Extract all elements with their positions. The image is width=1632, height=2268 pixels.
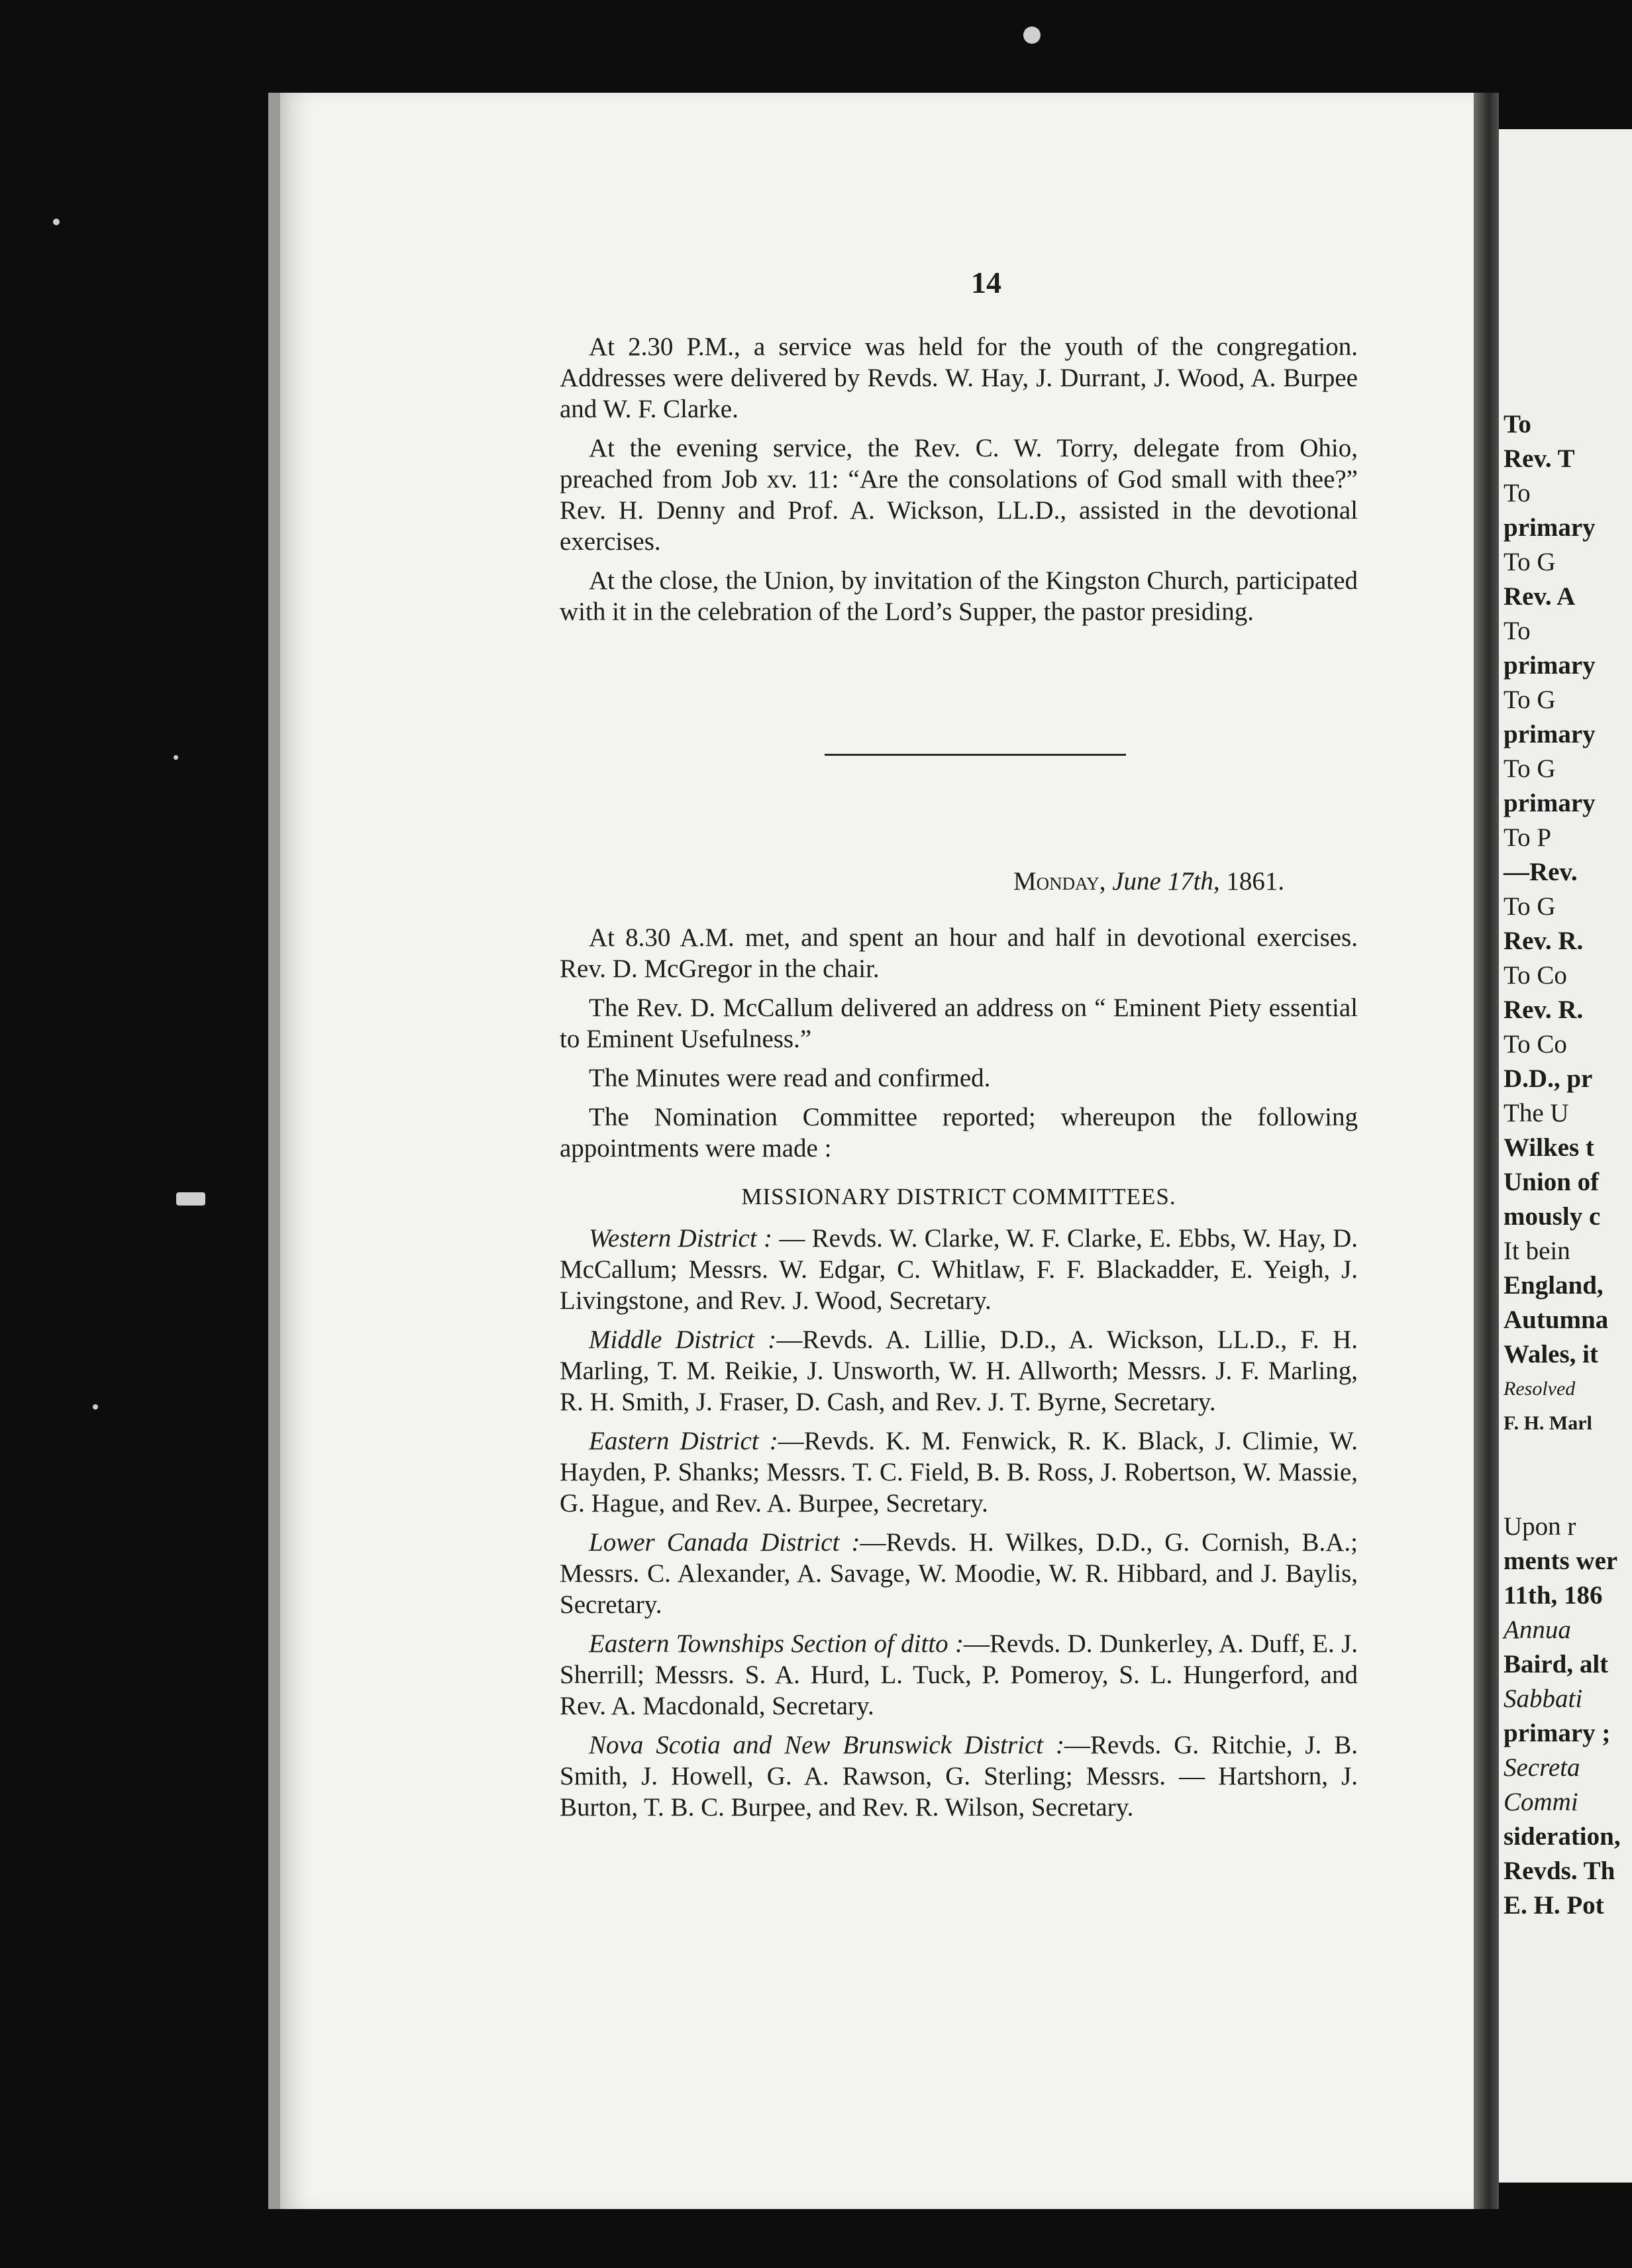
- fragment-line: To G: [1504, 548, 1556, 576]
- dateline: [1013, 866, 1284, 896]
- committee-entry: [560, 1628, 1358, 1722]
- district-name: Middle District :: [589, 1325, 777, 1354]
- fragment-line: Annua: [1504, 1616, 1571, 1644]
- fragment-line: The U: [1504, 1099, 1569, 1127]
- session-section: [560, 922, 1358, 1831]
- dust-speck: [53, 219, 60, 225]
- fragment-line: To Co: [1504, 961, 1567, 990]
- district-members: —Revds. H. Wilkes, D.D., G. Cornish, B.A.; Messrs. C. Alexander, A. Savage, W. Moodie, W. R. Hibbard, and J. Baylis, Secretary.: [560, 1528, 1358, 1619]
- fragment-line: sideration,: [1504, 1822, 1621, 1851]
- committee-entry: [560, 1729, 1358, 1823]
- fragment-line: Wilkes t: [1504, 1133, 1594, 1162]
- fragment-line: [1504, 1441, 1632, 1475]
- fragment-line: primary: [1504, 513, 1596, 542]
- paragraph: At the close, the Union, by invitation of the Kingston Church, participated with it in the celebration of the Lord’s Supper, the pastor presiding.: [560, 566, 1358, 626]
- committees-heading: MISSIONARY DISTRICT COMMITTEES.: [741, 1184, 1176, 1210]
- fragment-line: —Rev.: [1504, 858, 1578, 886]
- paragraph: The Rev. D. McCallum delivered an address on “ Eminent Piety essential to Eminent Usefulness.”: [560, 994, 1358, 1053]
- fragment-line: Rev. A: [1504, 582, 1576, 611]
- fragment-line: primary: [1504, 651, 1596, 680]
- fragment-line: Resolved: [1504, 1378, 1576, 1400]
- fragment-line: Rev. R.: [1504, 927, 1584, 955]
- opening-section: [560, 331, 1358, 635]
- fragment-line: 11th, 186: [1504, 1581, 1603, 1610]
- district-members: —Revds. G. Ritchie, J. B. Smith, J. Howell, G. A. Rawson, G. Sterling; Messrs. — Hartshorn, J. Burton, T. B. C. Burpee, and Rev. R. Wilson, Secretary.: [560, 1731, 1358, 1822]
- fragment-line: England,: [1504, 1271, 1604, 1300]
- fragment-line: primary: [1504, 789, 1596, 817]
- dust-speck: [176, 1192, 205, 1206]
- paragraph: At 8.30 A.M. met, and spent an hour and half in devotional exercises. Rev. D. McGregor in the chair.: [560, 923, 1358, 983]
- fragment-line: primary ;: [1504, 1719, 1611, 1747]
- fragment-line: To G: [1504, 892, 1556, 921]
- paragraph: At the evening service, the Rev. C. W. Torry, delegate from Ohio, preached from Job xv. 11: “Are the consolations of God small with thee?” Rev. H. Denny and Prof. A. Wickson, LL.D., assisted in the devotional exercises.: [560, 434, 1358, 556]
- district-name: Eastern District :: [589, 1427, 778, 1455]
- fragment-line: Union of: [1504, 1168, 1600, 1196]
- fragment-line: Sabbati: [1504, 1684, 1583, 1713]
- district-members: —Revds. D. Dunkerley, A. Duff, E. J. Sherrill; Messrs. S. A. Hurd, L. Tuck, P. Pomeroy, S. L. Hungerford, and Rev. A. Macdonald, Secretary.: [560, 1629, 1358, 1720]
- fragment-line: D.D., pr: [1504, 1064, 1593, 1093]
- fragment-line: Secreta: [1504, 1753, 1580, 1782]
- dust-speck: [93, 1404, 98, 1410]
- fragment-line: To: [1504, 410, 1531, 438]
- paragraph: The Nomination Committee reported; whereupon the following appointments were made :: [560, 1103, 1358, 1162]
- dateline-year: 1861.: [1226, 867, 1285, 896]
- fragment-line: E. H. Pot: [1504, 1891, 1604, 1920]
- paragraph: The Minutes were read and confirmed.: [589, 1064, 991, 1092]
- district-members: —Revds. A. Lillie, D.D., A. Wickson, LL.D., F. H. Marling, T. M. Reikie, J. Unsworth, W. H. Allworth; Messrs. J. F. Marling, R. H. Smith, J. Fraser, D. Cash, and Rev. J. T. Byrne, Secretary.: [560, 1325, 1358, 1416]
- fragment-line: It bein: [1504, 1237, 1570, 1265]
- dust-speck: [174, 755, 178, 760]
- dust-speck: [1023, 26, 1041, 44]
- district-members: — Revds. W. Clarke, W. F. Clarke, E. Ebbs, W. Hay, D. McCallum; Messrs. W. Edgar, C. Whitlaw, F. F. Blackadder, E. Yeigh, J. Livingstone, and Rev. J. Wood, Secretary.: [560, 1224, 1358, 1315]
- fragment-line: F. H. Marl: [1504, 1412, 1592, 1434]
- fragment-line: Rev. R.: [1504, 996, 1584, 1024]
- fragment-line: [1504, 1475, 1632, 1510]
- fragment-line: primary: [1504, 720, 1596, 748]
- section-divider: [825, 754, 1126, 756]
- page-number: 14: [971, 266, 1001, 299]
- fragment-line: Rev. T: [1504, 444, 1575, 473]
- fragment-line: To: [1504, 617, 1531, 645]
- fragment-line: To G: [1504, 686, 1556, 714]
- right-page-fragments: [1504, 407, 1632, 1923]
- dateline-date: June 17th,: [1112, 867, 1220, 896]
- district-name: Lower Canada District :: [589, 1528, 860, 1557]
- committee-entry: [560, 1324, 1358, 1418]
- district-name: Western District :: [589, 1224, 773, 1253]
- fragment-line: mously c: [1504, 1202, 1601, 1231]
- fragment-line: To P: [1504, 823, 1552, 852]
- district-name: Nova Scotia and New Brunswick District :: [589, 1731, 1065, 1759]
- book-gutter: [1474, 93, 1499, 2209]
- fragment-line: Commi: [1504, 1788, 1578, 1816]
- fragment-line: Upon r: [1504, 1512, 1576, 1541]
- fragment-line: To: [1504, 479, 1531, 507]
- district-members: —Revds. K. M. Fenwick, R. K. Black, J. Climie, W. Hayden, P. Shanks; Messrs. T. C. Field, B. B. Ross, J. Robertson, W. Massie, G. Hague, and Rev. A. Burpee, Secretary.: [560, 1427, 1358, 1518]
- fragment-line: To G: [1504, 754, 1556, 783]
- fragment-line: Autumna: [1504, 1306, 1609, 1334]
- committee-entry: [560, 1425, 1358, 1519]
- fragment-line: Revds. Th: [1504, 1857, 1615, 1885]
- district-name: Eastern Townships Section of ditto :: [589, 1629, 964, 1658]
- committee-entry: [560, 1223, 1358, 1316]
- dateline-day: Monday,: [1013, 867, 1106, 896]
- fragment-line: ments wer: [1504, 1547, 1618, 1575]
- paragraph: At 2.30 P.M., a service was held for the youth of the congregation. Addresses were delivered by Revds. W. Hay, J. Durrant, J. Wood, A. Burpee and W. F. Clarke.: [560, 333, 1358, 423]
- fragment-line: Wales, it: [1504, 1340, 1598, 1368]
- fragment-line: Baird, alt: [1504, 1650, 1609, 1678]
- committee-entry: [560, 1527, 1358, 1620]
- fragment-line: To Co: [1504, 1030, 1567, 1058]
